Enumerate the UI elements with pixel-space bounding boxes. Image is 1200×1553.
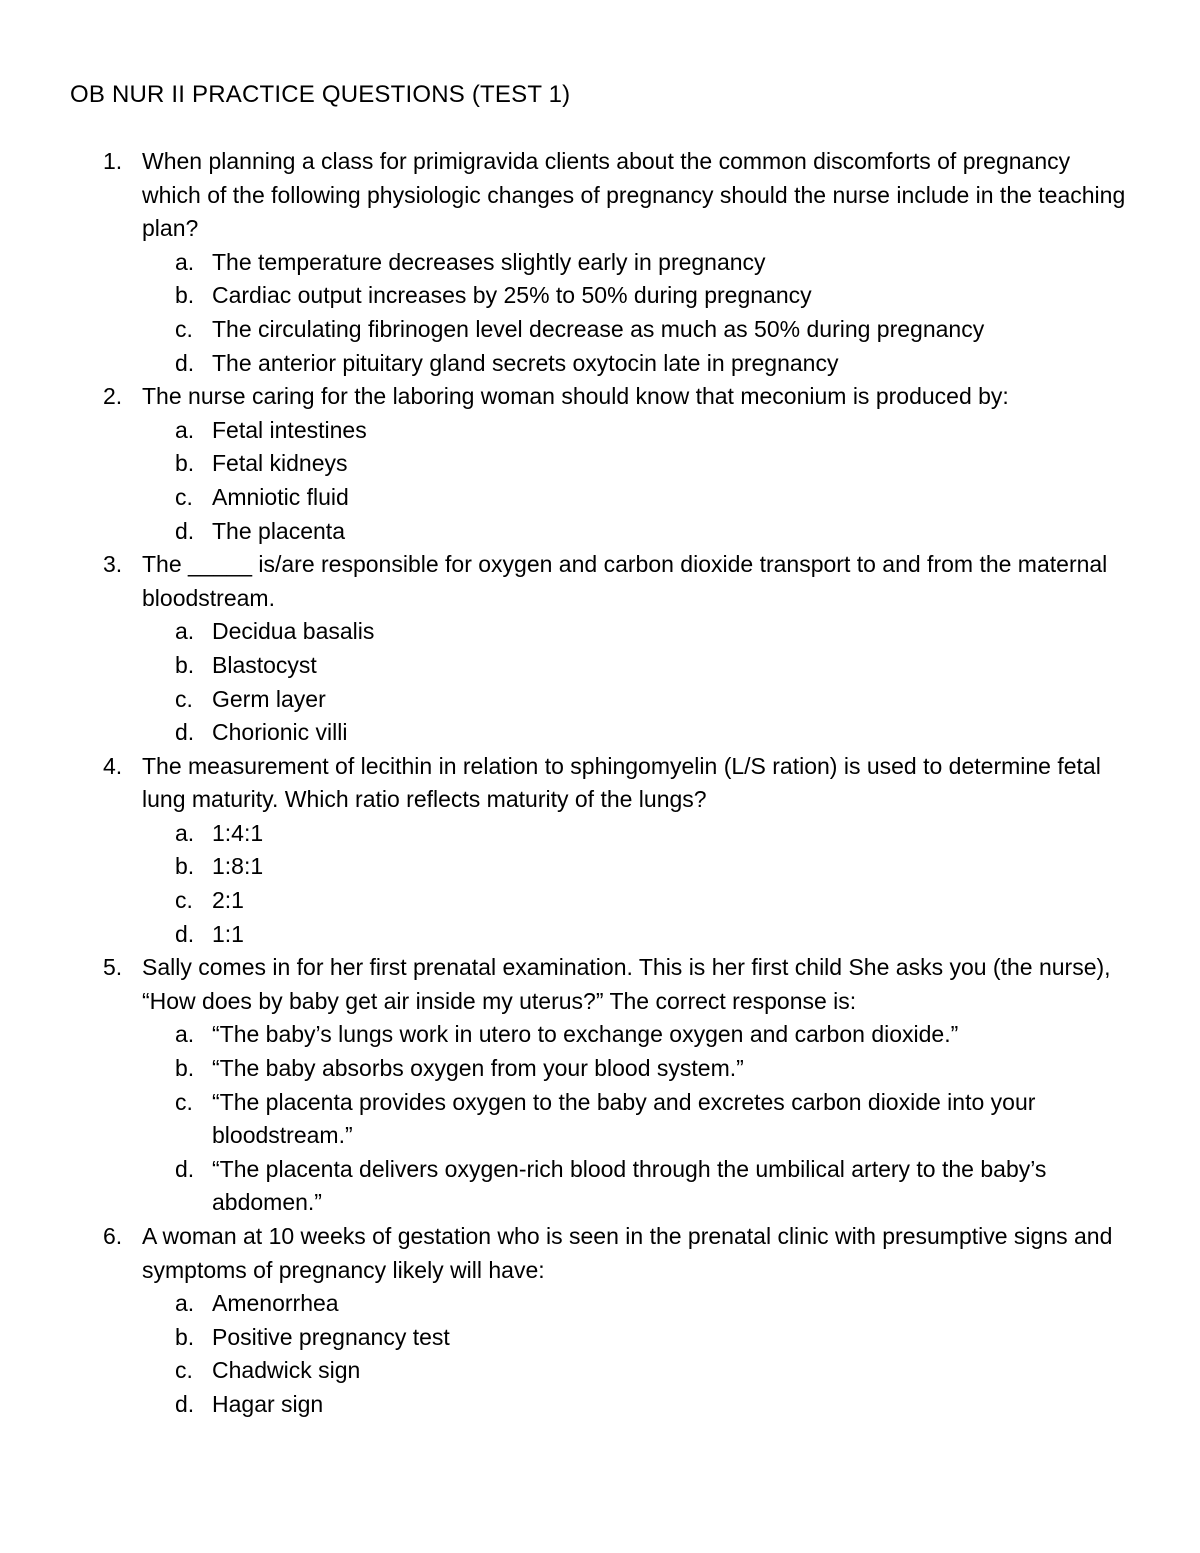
answer-option bbox=[142, 683, 1130, 717]
option-letter: c. bbox=[175, 315, 193, 342]
option-text: 2:1 bbox=[212, 887, 244, 914]
option-letter: b. bbox=[175, 282, 195, 309]
option-letter: a. bbox=[175, 819, 195, 846]
option-text: “The placenta provides oxygen to the baby and excretes carbon dioxide into your bloodstream.” bbox=[212, 1088, 1036, 1149]
answer-options bbox=[142, 817, 1130, 951]
option-text: Germ layer bbox=[212, 685, 326, 712]
answer-option bbox=[142, 884, 1130, 918]
question-number: 3. bbox=[103, 551, 123, 578]
answer-options bbox=[142, 414, 1130, 548]
option-text: The temperature decreases slightly early in pregnancy bbox=[212, 248, 766, 275]
option-text: Amenorrhea bbox=[212, 1290, 339, 1317]
question-item bbox=[70, 380, 1130, 548]
option-letter: b. bbox=[175, 1323, 195, 1350]
answer-option bbox=[142, 918, 1130, 952]
answer-option bbox=[142, 1388, 1130, 1422]
option-text: Hagar sign bbox=[212, 1390, 324, 1417]
question-text: The nurse caring for the laboring woman should know that meconium is produced by: bbox=[142, 383, 1009, 410]
option-letter: a. bbox=[175, 416, 195, 443]
answer-options bbox=[142, 246, 1130, 380]
question-number: 5. bbox=[103, 954, 123, 981]
option-letter: b. bbox=[175, 1055, 195, 1082]
option-text: Decidua basalis bbox=[212, 618, 375, 645]
answer-option bbox=[142, 615, 1130, 649]
question-text: Sally comes in for her first prenatal examination. This is her first child She asks you (the nurse), “How does by baby get air inside my uterus?” The correct response is: bbox=[142, 954, 1111, 1014]
option-text: 1:8:1 bbox=[212, 853, 264, 880]
option-text: Positive pregnancy test bbox=[212, 1323, 450, 1350]
answer-option bbox=[142, 515, 1130, 549]
option-text: 1:1 bbox=[212, 920, 244, 947]
option-text: Fetal intestines bbox=[212, 416, 367, 443]
answer-option bbox=[142, 313, 1130, 347]
question-text: A woman at 10 weeks of gestation who is seen in the prenatal clinic with presumptive signs and symptoms of pregnancy likely will have: bbox=[142, 1223, 1113, 1283]
answer-option bbox=[142, 1018, 1130, 1052]
option-letter: a. bbox=[175, 1021, 195, 1048]
question-number: 2. bbox=[103, 383, 123, 410]
answer-option bbox=[142, 1287, 1130, 1321]
answer-option bbox=[142, 716, 1130, 750]
answer-option bbox=[142, 481, 1130, 515]
option-text: Amniotic fluid bbox=[212, 483, 349, 510]
option-text: Fetal kidneys bbox=[212, 450, 348, 477]
answer-options bbox=[142, 615, 1130, 749]
answer-options bbox=[142, 1287, 1130, 1421]
answer-option bbox=[142, 414, 1130, 448]
answer-option bbox=[142, 850, 1130, 884]
question-item bbox=[70, 951, 1130, 1220]
option-text: Chorionic villi bbox=[212, 719, 348, 746]
answer-option bbox=[142, 347, 1130, 381]
option-text: The placenta bbox=[212, 517, 345, 544]
option-letter: a. bbox=[175, 248, 195, 275]
option-text: Blastocyst bbox=[212, 651, 317, 678]
question-list bbox=[70, 145, 1130, 1422]
answer-option bbox=[142, 649, 1130, 683]
option-letter: d. bbox=[175, 1155, 195, 1182]
option-letter: b. bbox=[175, 450, 195, 477]
answer-option bbox=[142, 246, 1130, 280]
question-number: 6. bbox=[103, 1223, 123, 1249]
question-item bbox=[70, 1220, 1130, 1422]
question-number: 1. bbox=[103, 148, 123, 174]
answer-option bbox=[142, 1052, 1130, 1086]
option-letter: c. bbox=[175, 685, 193, 712]
answer-options bbox=[142, 1018, 1130, 1220]
option-text: 1:4:1 bbox=[212, 819, 264, 846]
option-letter: d. bbox=[175, 719, 195, 746]
question-text: The measurement of lecithin in relation to sphingomyelin (L/S ration) is used to determine fetal lung maturity. Which ratio reflects maturity of the lungs? bbox=[142, 752, 1101, 813]
answer-option bbox=[142, 447, 1130, 481]
document-title: OB NUR II PRACTICE QUESTIONS (TEST 1) bbox=[70, 81, 571, 108]
option-text: Chadwick sign bbox=[212, 1357, 361, 1384]
question-number: 4. bbox=[103, 752, 123, 779]
question-text: When planning a class for primigravida clients about the common discomforts of pregnancy which of the following physiologic changes of pregnancy should the nurse include in the teaching plan? bbox=[142, 148, 1126, 242]
option-letter: c. bbox=[175, 483, 193, 510]
question-item bbox=[70, 145, 1130, 380]
answer-option bbox=[142, 1153, 1130, 1220]
question-item bbox=[70, 548, 1130, 750]
answer-option bbox=[142, 1086, 1130, 1153]
option-letter: d. bbox=[175, 920, 195, 947]
answer-option bbox=[142, 817, 1130, 851]
option-text: “The baby’s lungs work in utero to exchange oxygen and carbon dioxide.” bbox=[212, 1021, 959, 1048]
question-text: The _____ is/are responsible for oxygen and carbon dioxide transport to and from the maternal bloodstream. bbox=[142, 551, 1108, 611]
option-letter: c. bbox=[175, 887, 193, 914]
option-letter: a. bbox=[175, 618, 195, 645]
option-letter: b. bbox=[175, 853, 195, 880]
option-letter: c. bbox=[175, 1357, 193, 1384]
question-item bbox=[70, 750, 1130, 952]
option-text: Cardiac output increases by 25% to 50% during pregnancy bbox=[212, 282, 812, 309]
option-letter: d. bbox=[175, 517, 195, 544]
answer-option bbox=[142, 1321, 1130, 1355]
answer-option bbox=[142, 1354, 1130, 1388]
option-text: “The baby absorbs oxygen from your blood system.” bbox=[212, 1055, 744, 1082]
option-letter: d. bbox=[175, 349, 195, 376]
option-text: “The placenta delivers oxygen-rich blood through the umbilical artery to the baby’s abdomen.” bbox=[212, 1155, 1047, 1216]
option-letter: b. bbox=[175, 651, 195, 678]
option-letter: c. bbox=[175, 1088, 193, 1115]
option-text: The anterior pituitary gland secrets oxytocin late in pregnancy bbox=[212, 349, 839, 376]
option-letter: a. bbox=[175, 1290, 195, 1317]
answer-option bbox=[142, 279, 1130, 313]
option-letter: d. bbox=[175, 1390, 195, 1417]
option-text: The circulating fibrinogen level decrease as much as 50% during pregnancy bbox=[212, 315, 985, 342]
